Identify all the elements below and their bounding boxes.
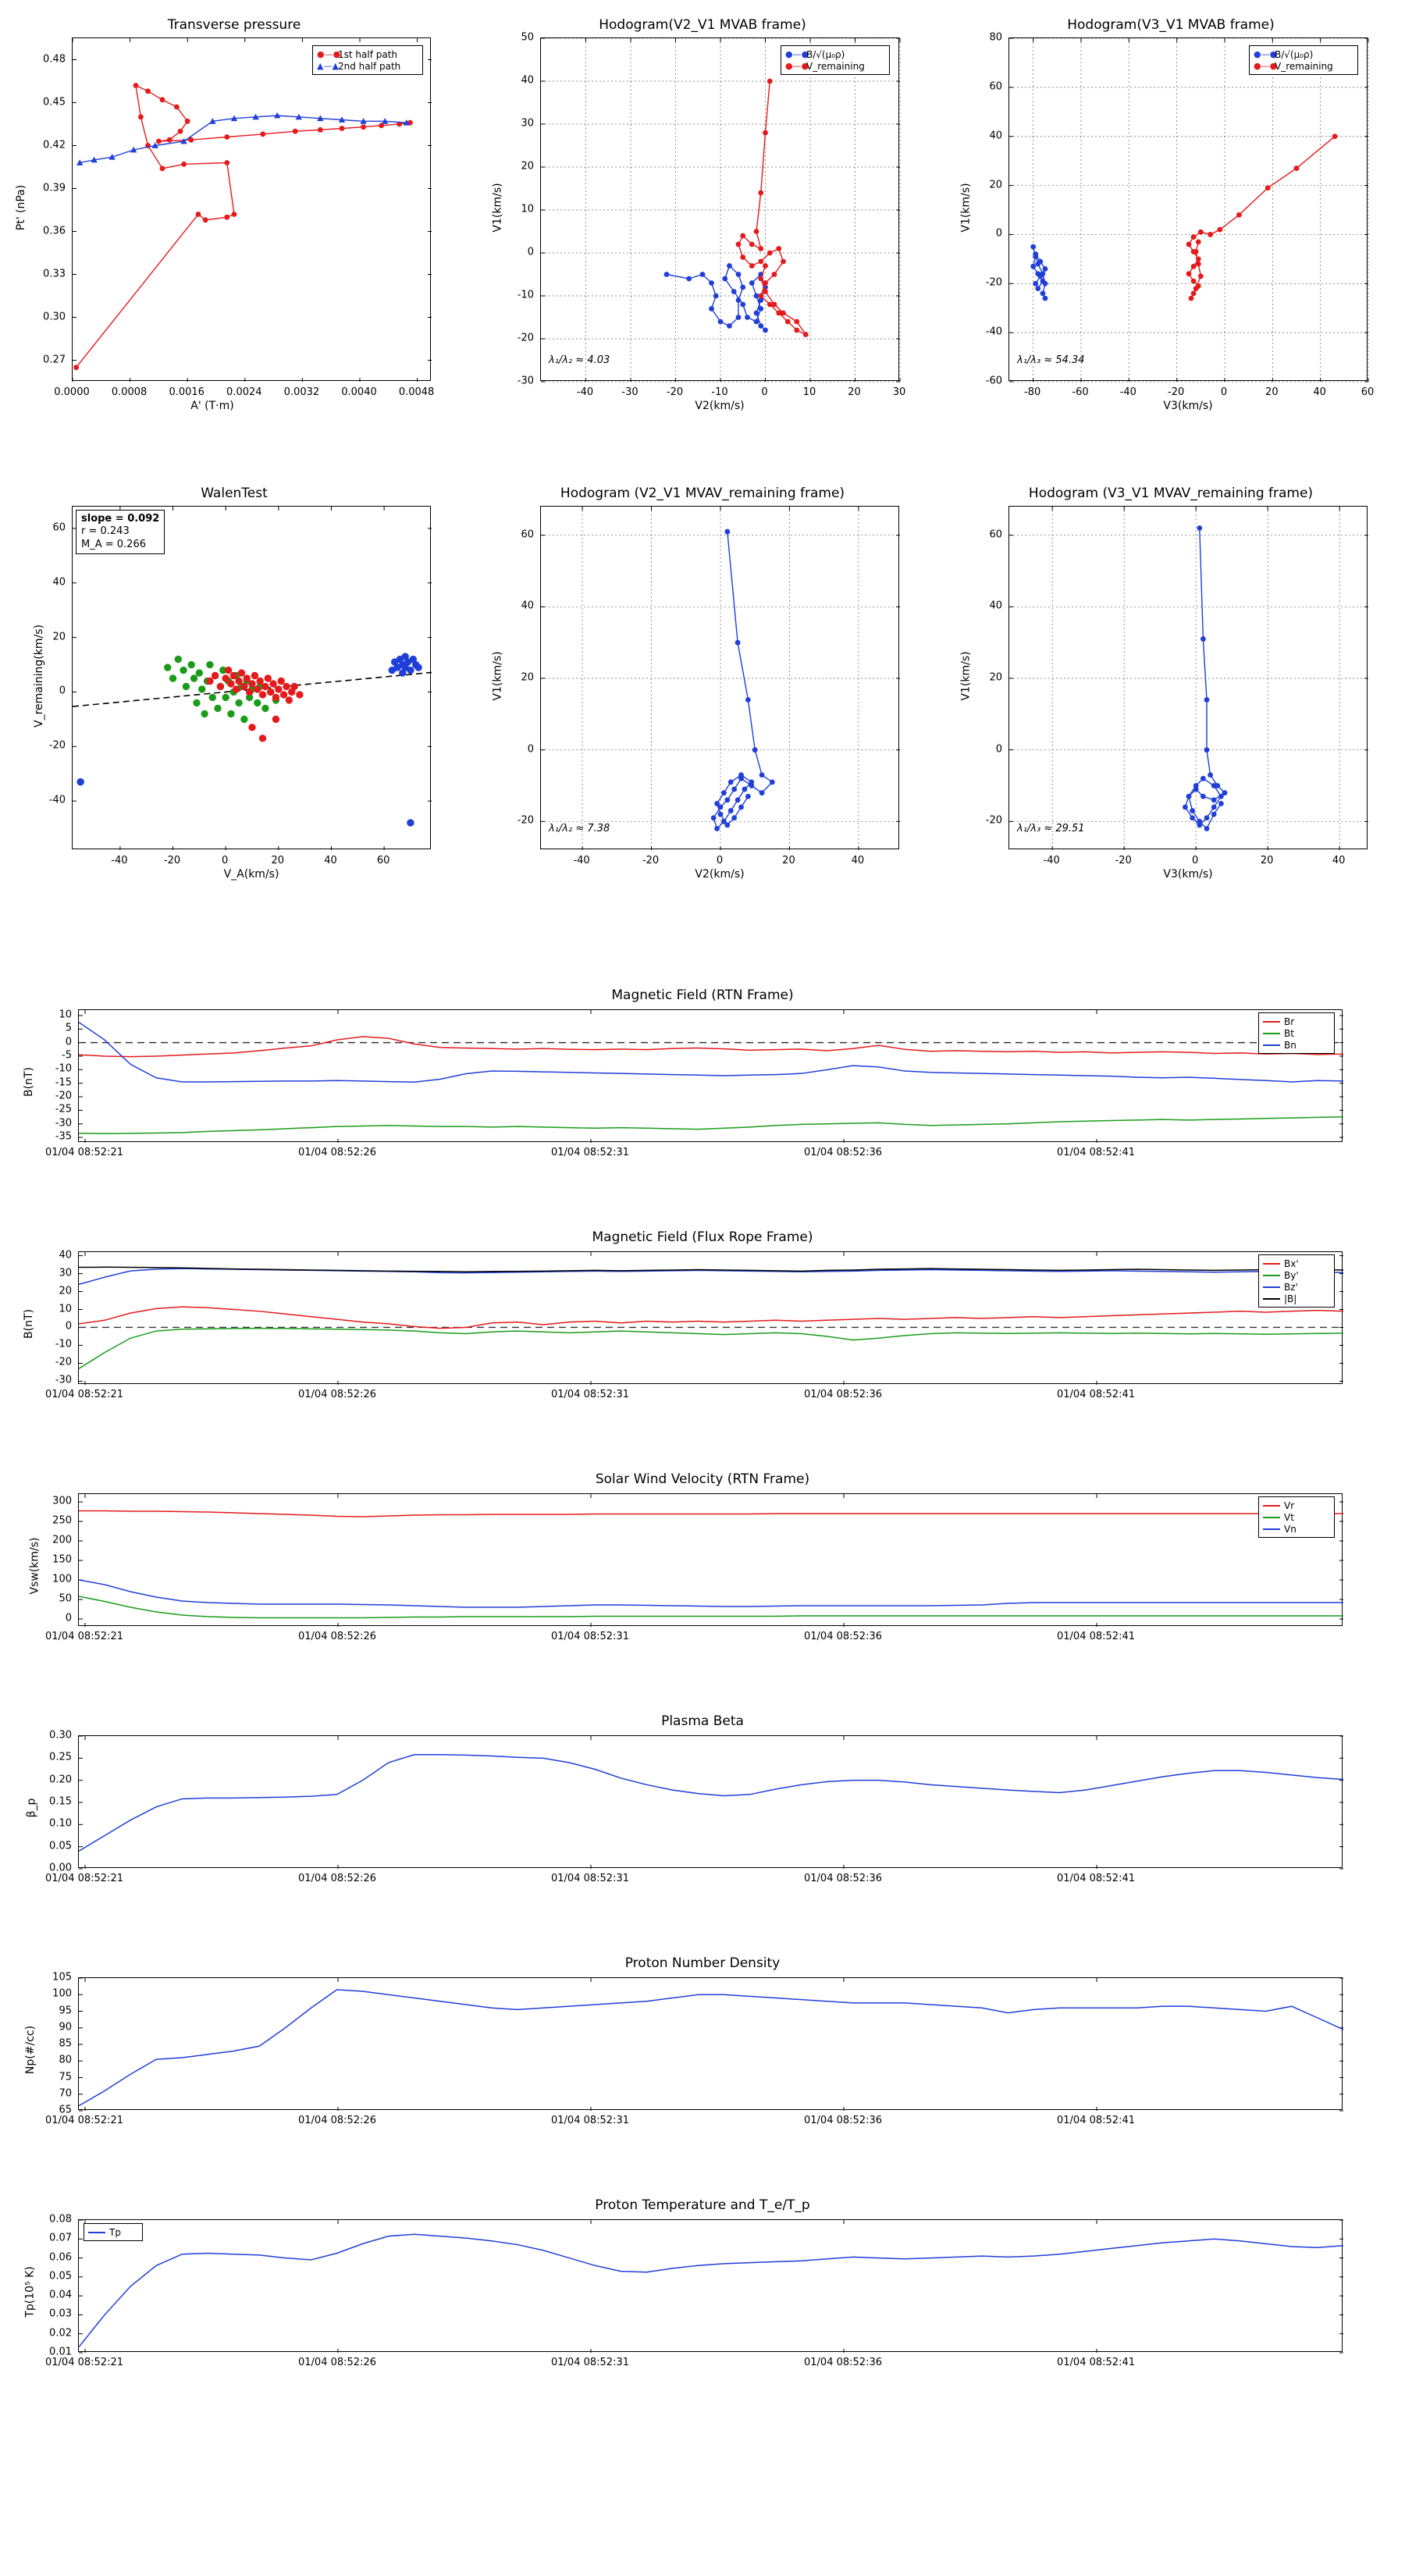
y-tick-label: 20 <box>989 671 1002 684</box>
legend-item: Bx' <box>1263 1258 1330 1269</box>
x-tick-label: 0 <box>761 386 768 398</box>
x-tick-label: -40 <box>1043 855 1060 866</box>
y-tick-label: 40 <box>52 576 66 589</box>
y-tick-label: 0.04 <box>49 2289 72 2301</box>
y-tick-label: 5 <box>65 1022 72 1034</box>
y-axis-label: V1(km/s) <box>959 183 973 233</box>
panel-title: Magnetic Field (RTN Frame) <box>611 987 794 1003</box>
x-tick-label: -80 <box>1024 386 1041 398</box>
y-tick-label: 0 <box>527 246 534 258</box>
x-tick-label: -40 <box>576 386 594 398</box>
y-tick-label: -20 <box>55 1090 72 1102</box>
x-axis-label: V3(km/s) <box>1163 400 1213 412</box>
y-axis-label: Vsw(km/s) <box>28 1537 41 1595</box>
panel-title: Hodogram(V3_V1 MVAB frame) <box>1067 17 1275 33</box>
x-tick-label: 01/04 08:52:26 <box>298 2357 376 2368</box>
panel-magnetic-field-fluxrope <box>0 1222 1405 1425</box>
x-tick-label: 40 <box>324 855 337 866</box>
x-tick-label: 01/04 08:52:36 <box>804 2115 882 2126</box>
y-tick-label: -10 <box>55 1062 72 1075</box>
y-tick-label: -20 <box>517 814 534 827</box>
panel-hodogram-v3v1-mvab <box>937 0 1405 453</box>
x-tick-label: 0.0032 <box>283 386 320 398</box>
x-tick-label: 0.0024 <box>226 386 262 398</box>
legend-item: ●—● 1st half path <box>317 48 398 60</box>
y-tick-label: 0.01 <box>49 2346 72 2358</box>
y-axis-label: V1(km/s) <box>491 651 504 701</box>
y-tick-label: 50 <box>521 31 534 44</box>
x-tick-label: -20 <box>1115 855 1132 866</box>
stats-mach: M_A = 0.266 <box>81 538 146 550</box>
x-tick-label: 01/04 08:52:21 <box>45 1147 123 1158</box>
legend-item: Vr <box>1263 1500 1330 1511</box>
legend-swatch <box>1263 1286 1280 1288</box>
legend-swatch <box>1263 1275 1280 1276</box>
x-tick-label: 20 <box>1265 386 1279 398</box>
y-tick-label: 0 <box>527 743 534 756</box>
y-tick-label: 20 <box>59 1285 72 1297</box>
x-tick-label: 20 <box>1260 855 1274 866</box>
y-tick-label: 250 <box>52 1514 72 1527</box>
y-tick-label: -20 <box>985 276 1002 289</box>
y-tick-label: -15 <box>55 1076 72 1089</box>
x-axis-label: V_A(km/s) <box>223 868 279 881</box>
y-tick-label: -30 <box>55 1117 72 1130</box>
x-tick-label: 0.0048 <box>398 386 435 398</box>
x-tick-label: 01/04 08:52:36 <box>804 1147 882 1158</box>
x-tick-label: 01/04 08:52:41 <box>1057 1631 1135 1642</box>
legend <box>1249 45 1358 75</box>
legend-swatch <box>1263 1033 1280 1034</box>
y-tick-label: 0.15 <box>49 1795 72 1808</box>
x-tick-label: -20 <box>163 855 181 866</box>
y-tick-label: 0.07 <box>49 2232 72 2244</box>
legend <box>1258 1496 1335 1538</box>
panel-title: Hodogram(V2_V1 MVAB frame) <box>599 17 806 33</box>
plot-area <box>78 1251 1343 1384</box>
legend <box>781 45 890 75</box>
x-tick-label: 01/04 08:52:41 <box>1057 2357 1135 2368</box>
panel-title: Magnetic Field (Flux Rope Frame) <box>592 1229 813 1245</box>
panel-title: Transverse pressure <box>167 17 301 33</box>
panel-plasma-beta <box>0 1706 1405 1909</box>
legend-item: Bn <box>1263 1039 1330 1051</box>
circle-marker-icon: ●—● <box>1254 61 1278 71</box>
panel-hodogram-v3v1-mvav <box>937 468 1405 921</box>
y-tick-label: 0 <box>65 1036 72 1048</box>
legend-item: ●—● V_remaining <box>785 60 865 72</box>
panel-magnetic-field-rtn <box>0 980 1405 1183</box>
y-tick-label: 0.42 <box>43 139 66 151</box>
y-tick-label: 100 <box>52 1987 72 2000</box>
legend-item: Br <box>1263 1016 1330 1027</box>
legend-item: Tp <box>88 2226 138 2238</box>
x-tick-label: 01/04 08:52:31 <box>551 1873 629 1884</box>
x-tick-label: 01/04 08:52:31 <box>551 1631 629 1642</box>
x-tick-label: 10 <box>802 386 816 398</box>
y-tick-label: 0 <box>59 685 66 697</box>
plot-area <box>540 506 899 849</box>
eigenvalue-ratio-annotation: λ₁/λ₃ ≈ 54.34 <box>1017 354 1085 366</box>
y-axis-label: B(nT) <box>22 1309 35 1339</box>
y-axis-label: V1(km/s) <box>491 183 504 233</box>
y-tick-label: 300 <box>52 1495 72 1507</box>
legend-item: Vn <box>1263 1523 1330 1535</box>
y-tick-label: 200 <box>52 1534 72 1546</box>
y-tick-label: 0.36 <box>43 225 66 237</box>
y-tick-label: -20 <box>55 1356 72 1368</box>
x-tick-label: 01/04 08:52:26 <box>298 1873 376 1884</box>
y-tick-label: 80 <box>59 2054 72 2066</box>
y-tick-label: 60 <box>521 528 534 541</box>
x-tick-label: -20 <box>666 386 684 398</box>
x-tick-label: 01/04 08:52:31 <box>551 2115 629 2126</box>
panel-title: Proton Temperature and T_e/T_p <box>595 2197 810 2213</box>
y-tick-label: 0.33 <box>43 268 66 279</box>
y-tick-label: 0 <box>65 1320 72 1332</box>
y-tick-label: 0.06 <box>49 2251 72 2264</box>
y-tick-label: 0.02 <box>49 2327 72 2339</box>
x-tick-label: 01/04 08:52:26 <box>298 1631 376 1642</box>
y-tick-label: 0.00 <box>49 1862 72 1874</box>
y-tick-label: 40 <box>989 600 1002 612</box>
y-axis-label: Tp(10⁵ K) <box>23 2266 37 2318</box>
circle-marker-icon: ●—● <box>317 49 341 59</box>
y-tick-label: 105 <box>52 1971 72 1984</box>
x-tick-label: 01/04 08:52:41 <box>1057 1873 1135 1884</box>
y-tick-label: 20 <box>521 671 534 684</box>
y-tick-label: 20 <box>521 160 534 173</box>
legend-item: |B| <box>1263 1293 1330 1304</box>
y-tick-label: 75 <box>59 2071 72 2083</box>
eigenvalue-ratio-annotation: λ₁/λ₃ ≈ 29.51 <box>1017 823 1085 834</box>
legend-item: ▲—▲ 2nd half path <box>317 60 401 72</box>
legend-swatch <box>1263 1528 1280 1530</box>
stats-slope: slope = 0.092 <box>81 513 160 525</box>
legend <box>312 45 423 75</box>
plot-area <box>78 1493 1343 1626</box>
legend-item: Vt <box>1263 1511 1330 1523</box>
y-tick-label: 50 <box>59 1592 72 1605</box>
legend <box>1258 1012 1335 1054</box>
legend-swatch <box>1263 1505 1280 1507</box>
plot-area <box>72 37 431 381</box>
y-tick-label: 80 <box>989 31 1002 44</box>
y-tick-label: 95 <box>59 2005 72 2016</box>
y-tick-label: 30 <box>521 117 534 130</box>
panel-title: Plasma Beta <box>661 1713 744 1729</box>
x-tick-label: 0.0008 <box>111 386 148 398</box>
x-tick-label: 60 <box>376 855 390 866</box>
circle-marker-icon: ●—● <box>785 49 809 59</box>
y-tick-label: 150 <box>52 1553 72 1566</box>
y-tick-label: -60 <box>985 375 1002 387</box>
legend-item: Bt <box>1263 1027 1330 1039</box>
x-tick-label: 01/04 08:52:26 <box>298 2115 376 2126</box>
legend-item: Bz' <box>1263 1281 1330 1293</box>
y-tick-label: 90 <box>59 2021 72 2033</box>
y-tick-label: -5 <box>62 1049 72 1062</box>
plot-area <box>78 1735 1343 1868</box>
y-axis-label: V_remaining(km/s) <box>32 624 45 728</box>
x-axis-label: V2(km/s) <box>695 868 745 881</box>
x-axis-label: A' (T·m) <box>190 400 234 412</box>
x-tick-label: 0.0016 <box>169 386 205 398</box>
x-tick-label: -20 <box>642 855 660 866</box>
x-tick-label: 20 <box>848 386 861 398</box>
y-tick-label: 40 <box>521 600 534 612</box>
x-tick-label: 01/04 08:52:21 <box>45 2357 123 2368</box>
y-axis-label: B(nT) <box>22 1067 35 1097</box>
panel-hodogram-v2v1-mvab <box>468 0 937 453</box>
y-tick-label: 0.08 <box>49 2213 72 2226</box>
y-tick-label: 20 <box>52 631 66 643</box>
x-tick-label: 0 <box>222 855 229 866</box>
x-axis-label: V3(km/s) <box>1163 868 1213 881</box>
panel-solar-wind-velocity <box>0 1464 1405 1667</box>
y-tick-label: 10 <box>59 1303 72 1315</box>
x-tick-label: -40 <box>1119 386 1136 398</box>
y-tick-label: 0 <box>995 227 1002 240</box>
panel-proton-number-density <box>0 1948 1405 2151</box>
x-tick-label: 0.0040 <box>341 386 377 398</box>
x-tick-label: 01/04 08:52:21 <box>45 1389 123 1400</box>
panel-title: Proton Number Density <box>624 1955 781 1971</box>
panel-title: Hodogram (V3_V1 MVAV_remaining frame) <box>1028 486 1314 501</box>
panel-transverse-pressure <box>0 0 468 453</box>
x-tick-label: 0.0000 <box>54 386 90 398</box>
y-axis-label: V1(km/s) <box>959 651 973 701</box>
panel-hodogram-v2v1-mvav <box>468 468 937 921</box>
x-tick-label: 01/04 08:52:26 <box>298 1147 376 1158</box>
x-tick-label: -20 <box>1168 386 1185 398</box>
x-tick-label: -40 <box>111 855 128 866</box>
y-axis-label: Np(#/cc) <box>24 2025 37 2075</box>
y-tick-label: 0.30 <box>43 311 66 322</box>
y-tick-label: 100 <box>52 1573 72 1585</box>
x-tick-label: 0 <box>1192 855 1199 866</box>
y-tick-label: -20 <box>517 332 534 344</box>
legend-swatch <box>1263 1298 1280 1300</box>
panel-proton-temperature <box>0 2190 1405 2408</box>
x-tick-label: 01/04 08:52:41 <box>1057 2115 1135 2126</box>
y-tick-label: -10 <box>517 289 534 301</box>
y-tick-label: 10 <box>521 203 534 215</box>
y-tick-label: 40 <box>989 130 1002 142</box>
x-tick-label: 01/04 08:52:21 <box>45 1873 123 1884</box>
y-tick-label: -25 <box>55 1103 72 1115</box>
circle-marker-icon: ●—● <box>785 61 809 71</box>
x-tick-label: 20 <box>782 855 795 866</box>
eigenvalue-ratio-annotation: λ₁/λ₂ ≈ 4.03 <box>549 354 610 366</box>
x-tick-label: 01/04 08:52:31 <box>551 1147 629 1158</box>
x-tick-label: 60 <box>1361 386 1375 398</box>
legend-item: By' <box>1263 1269 1330 1281</box>
y-tick-label: 0.10 <box>49 1817 72 1830</box>
y-tick-label: 0 <box>995 743 1002 756</box>
y-tick-label: 40 <box>59 1249 72 1261</box>
y-tick-label: -40 <box>48 794 66 806</box>
legend-item: ●—● B/√(μ₀ρ) <box>1254 48 1314 60</box>
y-tick-label: 0.48 <box>43 53 66 65</box>
y-tick-label: 0.25 <box>49 1751 72 1763</box>
y-tick-label: 70 <box>59 2087 72 2100</box>
y-axis-label: β_p <box>25 1798 38 1818</box>
x-tick-label: 01/04 08:52:41 <box>1057 1147 1135 1158</box>
y-tick-label: 0.30 <box>49 1729 72 1742</box>
y-tick-label: -10 <box>55 1338 72 1350</box>
plot-area <box>1008 37 1368 381</box>
legend <box>1258 1254 1335 1308</box>
plot-area <box>1008 506 1368 849</box>
y-tick-label: 0.05 <box>49 1840 72 1852</box>
x-tick-label: -10 <box>711 386 728 398</box>
y-tick-label: 0.03 <box>49 2307 72 2320</box>
y-tick-label: 0.39 <box>43 182 66 194</box>
panel-walen-test <box>0 468 468 921</box>
y-tick-label: 40 <box>521 74 534 87</box>
triangle-marker-icon: ▲—▲ <box>317 61 339 71</box>
y-tick-label: 30 <box>59 1267 72 1279</box>
y-tick-label: 60 <box>989 80 1002 93</box>
y-tick-label: -30 <box>517 375 534 387</box>
stats-r: r = 0.243 <box>81 525 130 538</box>
y-tick-label: -20 <box>985 814 1002 827</box>
y-tick-label: -35 <box>55 1130 72 1143</box>
plot-area <box>72 506 431 849</box>
y-tick-label: 60 <box>989 528 1002 541</box>
x-tick-label: 01/04 08:52:41 <box>1057 1389 1135 1400</box>
legend-item: ●—● V_remaining <box>1254 60 1333 72</box>
y-tick-label: 20 <box>989 179 1002 191</box>
y-tick-label: 0 <box>65 1612 72 1624</box>
x-tick-label: 01/04 08:52:26 <box>298 1389 376 1400</box>
y-tick-label: 0.27 <box>43 354 66 365</box>
y-tick-label: -30 <box>55 1374 72 1386</box>
x-tick-label: 01/04 08:52:36 <box>804 1389 882 1400</box>
panel-title: WalenTest <box>201 486 268 501</box>
plot-area <box>78 2219 1343 2352</box>
legend-swatch <box>1263 1044 1280 1046</box>
y-tick-label: 0.45 <box>43 96 66 108</box>
x-tick-label: 40 <box>1313 386 1326 398</box>
legend-swatch <box>1263 1263 1280 1265</box>
x-tick-label: 01/04 08:52:21 <box>45 2115 123 2126</box>
panel-title: Solar Wind Velocity (RTN Frame) <box>595 1471 810 1487</box>
y-tick-label: 0.20 <box>49 1774 72 1786</box>
legend-swatch <box>88 2232 105 2233</box>
y-tick-label: 0.05 <box>49 2270 72 2282</box>
circle-marker-icon: ●—● <box>1254 49 1278 59</box>
x-tick-label: 01/04 08:52:36 <box>804 1873 882 1884</box>
plot-area <box>78 1009 1343 1142</box>
stats-box <box>76 510 165 554</box>
y-tick-label: 10 <box>59 1009 72 1021</box>
x-tick-label: 01/04 08:52:21 <box>45 1631 123 1642</box>
legend-swatch <box>1263 1517 1280 1518</box>
legend-swatch <box>1263 1021 1280 1023</box>
x-tick-label: 40 <box>1332 855 1346 866</box>
x-tick-label: 01/04 08:52:36 <box>804 1631 882 1642</box>
y-tick-label: -40 <box>985 326 1002 338</box>
y-tick-label: 85 <box>59 2037 72 2050</box>
plot-area <box>78 1977 1343 2110</box>
x-tick-label: 01/04 08:52:31 <box>551 1389 629 1400</box>
x-tick-label: 30 <box>892 386 906 398</box>
y-tick-label: 65 <box>59 2104 72 2116</box>
x-tick-label: 0 <box>716 855 724 866</box>
y-tick-label: -20 <box>48 739 66 752</box>
legend <box>84 2223 143 2241</box>
panel-title: Hodogram (V2_V1 MVAV_remaining frame) <box>560 486 845 501</box>
x-tick-label: 20 <box>271 855 285 866</box>
x-tick-label: 40 <box>851 855 865 866</box>
plot-area <box>540 37 899 381</box>
x-axis-label: V2(km/s) <box>695 400 745 412</box>
x-tick-label: -60 <box>1072 386 1089 398</box>
x-tick-label: 0 <box>1220 386 1228 398</box>
eigenvalue-ratio-annotation: λ₁/λ₂ ≈ 7.38 <box>549 823 610 834</box>
y-axis-label: Pt' (nPa) <box>15 184 28 231</box>
x-tick-label: 01/04 08:52:31 <box>551 2357 629 2368</box>
x-tick-label: -30 <box>621 386 638 398</box>
x-tick-label: -40 <box>573 855 590 866</box>
legend-item: ●—● B/√(μ₀ρ) <box>785 48 845 60</box>
y-tick-label: 60 <box>52 521 66 534</box>
x-tick-label: 01/04 08:52:36 <box>804 2357 882 2368</box>
